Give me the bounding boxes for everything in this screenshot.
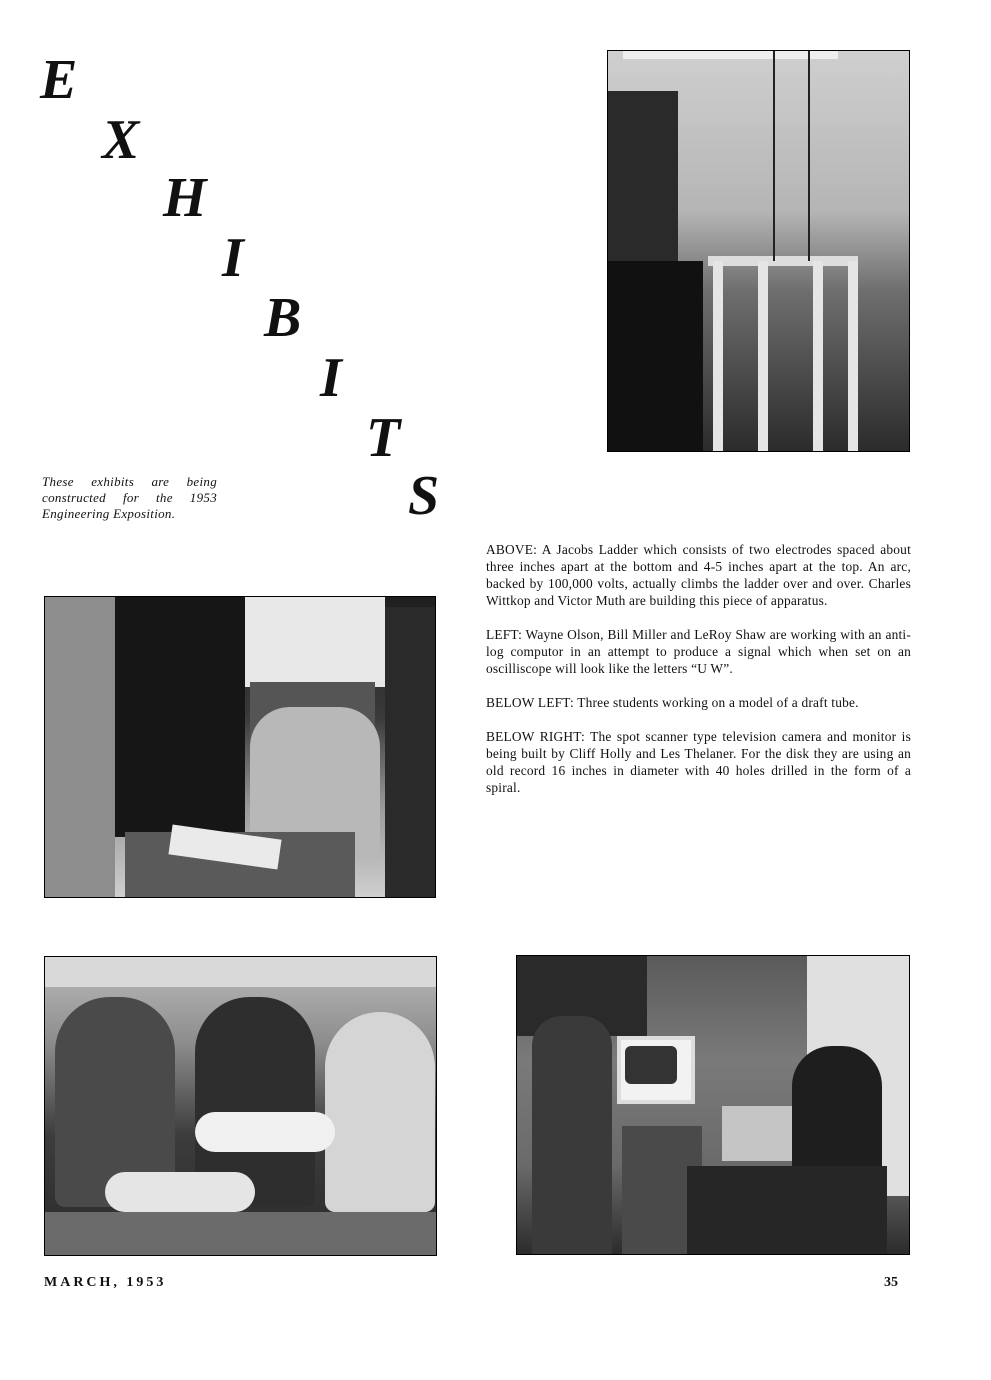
caption-left: LEFT: Wayne Olson, Bill Miller and LeRoy Shaw are working with an anti-log computor in an attempt to produce a signal which when set on an oscilliscope will look like the letters “U W”. (486, 627, 911, 676)
caption-below-left: BELOW LEFT: Three students working on a model of a draft tube. (486, 695, 859, 710)
caption-below-right: BELOW RIGHT: The spot scanner type television camera and monitor is being built by Cliff Holly and Les Thelaner. For the disk they are using an old record 16 inches in diameter with 40 holes drilled in the form of a spiral. (486, 729, 911, 795)
page-number: 35 (884, 1275, 898, 1290)
footer-issue: MARCH, 1953 (44, 1275, 167, 1290)
intro-text: These exhibits are being constructed for the 1953 Engineering Exposition. (42, 474, 217, 521)
title-letter-i: I (222, 227, 244, 289)
title-letter-h: H (163, 167, 207, 229)
title-letter-i2: I (320, 347, 342, 409)
title-letter-s: S (408, 465, 440, 527)
title-letter-t: T (366, 407, 401, 469)
title-letter-b: B (264, 287, 302, 349)
photo-tv-camera (516, 955, 910, 1255)
caption-above: ABOVE: A Jacobs Ladder which consists of two electrodes spaced about three inches apart at the bottom and 4-5 inches apart at the top. An arc, backed by 100,000 volts, actually climbs the ladder over and over. Charles Wittkop and Victor Muth are building this piece of apparatus. (486, 542, 911, 608)
photo-jacobs-ladder (607, 50, 910, 452)
title-letter-e: E (40, 49, 78, 111)
photo-anti-log-computor (44, 596, 436, 898)
captions (486, 541, 911, 813)
photo-draft-tube (44, 956, 437, 1256)
title-letter-x: X (102, 109, 140, 171)
